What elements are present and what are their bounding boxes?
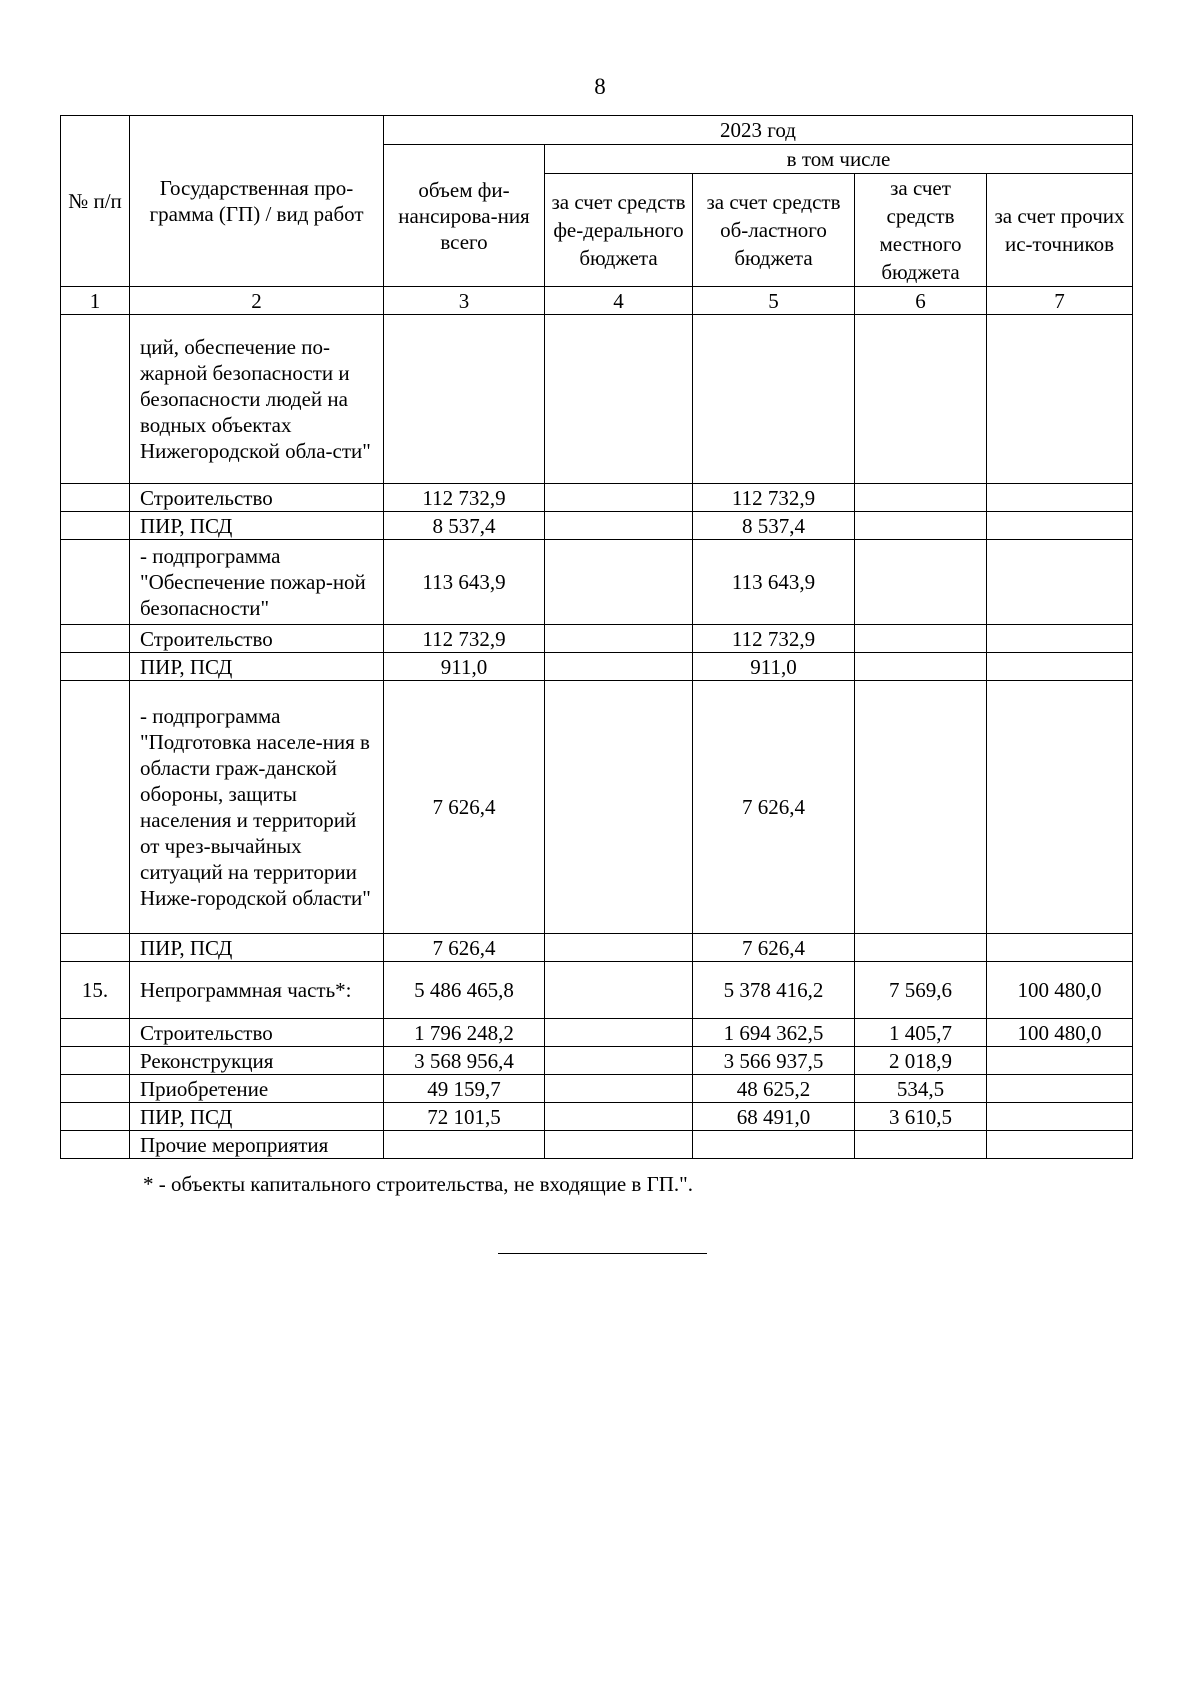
- table-row: [61, 1103, 1133, 1131]
- cell-regional: 68 491,0: [693, 1103, 855, 1131]
- cell-other: [987, 484, 1133, 512]
- cell-federal: [545, 1131, 693, 1159]
- table-row: [61, 681, 1133, 934]
- cell-local: [855, 934, 987, 962]
- row-name: ПИР, ПСД: [130, 1103, 384, 1131]
- row-name: ций, обеспечение по-жарной безопасности и безопасности людей на водных объектах Нижегородской обла-сти": [130, 315, 384, 484]
- column-number: 7: [987, 287, 1133, 315]
- cell-regional: 113 643,9: [693, 540, 855, 625]
- table-row: [61, 934, 1133, 962]
- cell-regional: [693, 315, 855, 484]
- cell-regional: 7 626,4: [693, 681, 855, 934]
- cell-total: 113 643,9: [384, 540, 545, 625]
- page-number: 8: [594, 74, 606, 99]
- cell-federal: [545, 681, 693, 934]
- header-including: в том числе: [545, 145, 1133, 174]
- row-number: [61, 1047, 130, 1075]
- cell-total: 112 732,9: [384, 625, 545, 653]
- cell-local: [855, 540, 987, 625]
- table-row: [61, 512, 1133, 540]
- header-year: 2023 год: [384, 116, 1133, 145]
- row-number: [61, 1019, 130, 1047]
- cell-federal: [545, 540, 693, 625]
- column-numbers-row: [61, 287, 1133, 315]
- cell-regional: 5 378 416,2: [693, 962, 855, 1019]
- table-row: [61, 962, 1133, 1019]
- row-number: [61, 1131, 130, 1159]
- cell-other: 100 480,0: [987, 962, 1133, 1019]
- row-name: ПИР, ПСД: [130, 512, 384, 540]
- header-row-number: № п/п: [61, 116, 130, 287]
- cell-federal: [545, 625, 693, 653]
- cell-federal: [545, 1047, 693, 1075]
- cell-federal: [545, 512, 693, 540]
- row-name: Непрограммная часть*:: [130, 962, 384, 1019]
- cell-federal: [545, 934, 693, 962]
- cell-federal: [545, 653, 693, 681]
- cell-total: 7 626,4: [384, 934, 545, 962]
- row-number: 15.: [61, 962, 130, 1019]
- cell-local: [855, 512, 987, 540]
- cell-other: [987, 1047, 1133, 1075]
- cell-other: [987, 681, 1133, 934]
- row-name: Прочие мероприятия: [130, 1131, 384, 1159]
- cell-other: [987, 934, 1133, 962]
- cell-regional: 8 537,4: [693, 512, 855, 540]
- header-local-budget: за счет средств местного бюджета: [855, 174, 987, 287]
- cell-federal: [545, 1103, 693, 1131]
- table-row: [61, 1047, 1133, 1075]
- cell-regional: 7 626,4: [693, 934, 855, 962]
- row-number: [61, 625, 130, 653]
- cell-federal: [545, 1019, 693, 1047]
- cell-total: 72 101,5: [384, 1103, 545, 1131]
- table-row: [61, 484, 1133, 512]
- cell-federal: [545, 315, 693, 484]
- cell-federal: [545, 962, 693, 1019]
- cell-regional: 48 625,2: [693, 1075, 855, 1103]
- column-number: 2: [130, 287, 384, 315]
- cell-local: [855, 315, 987, 484]
- column-number: 4: [545, 287, 693, 315]
- cell-regional: 1 694 362,5: [693, 1019, 855, 1047]
- header-program-name: Государственная про-грамма (ГП) / вид работ: [130, 116, 384, 287]
- row-name: - подпрограмма "Обеспечение пожар-ной безопасности": [130, 540, 384, 625]
- cell-local: 3 610,5: [855, 1103, 987, 1131]
- column-number: 3: [384, 287, 545, 315]
- financing-table: [60, 115, 1133, 1159]
- row-name: Строительство: [130, 1019, 384, 1047]
- cell-total: [384, 315, 545, 484]
- end-divider: [498, 1253, 707, 1254]
- cell-other: [987, 1131, 1133, 1159]
- row-name: Приобретение: [130, 1075, 384, 1103]
- row-number: [61, 681, 130, 934]
- row-number: [61, 653, 130, 681]
- cell-total: 112 732,9: [384, 484, 545, 512]
- row-name: ПИР, ПСД: [130, 653, 384, 681]
- cell-local: [855, 653, 987, 681]
- column-number: 1: [61, 287, 130, 315]
- header-other-sources: за счет прочих ис-точников: [987, 174, 1133, 287]
- cell-total: 49 159,7: [384, 1075, 545, 1103]
- row-name: Реконструкция: [130, 1047, 384, 1075]
- table-row: [61, 315, 1133, 484]
- column-number: 5: [693, 287, 855, 315]
- column-number: 6: [855, 287, 987, 315]
- cell-local: 2 018,9: [855, 1047, 987, 1075]
- row-number: [61, 315, 130, 484]
- table-row: [61, 625, 1133, 653]
- cell-other: [987, 625, 1133, 653]
- cell-total: 3 568 956,4: [384, 1047, 545, 1075]
- row-number: [61, 1075, 130, 1103]
- row-name: Строительство: [130, 625, 384, 653]
- cell-regional: 911,0: [693, 653, 855, 681]
- table-row: [61, 1019, 1133, 1047]
- row-number: [61, 484, 130, 512]
- table-row: [61, 653, 1133, 681]
- cell-local: 534,5: [855, 1075, 987, 1103]
- cell-local: [855, 1131, 987, 1159]
- cell-other: [987, 512, 1133, 540]
- cell-regional: 112 732,9: [693, 484, 855, 512]
- cell-local: 7 569,6: [855, 962, 987, 1019]
- row-name: - подпрограмма "Подготовка населе-ния в области граж-данской обороны, защиты населения и территорий от чрез-вычайных ситуаций на территории Ниже-городской области": [130, 681, 384, 934]
- cell-local: [855, 625, 987, 653]
- cell-other: [987, 1075, 1133, 1103]
- table-row: [61, 540, 1133, 625]
- table-body: [61, 315, 1133, 1159]
- row-name: ПИР, ПСД: [130, 934, 384, 962]
- cell-other: [987, 1103, 1133, 1131]
- cell-federal: [545, 1075, 693, 1103]
- row-number: [61, 512, 130, 540]
- cell-regional: [693, 1131, 855, 1159]
- cell-other: [987, 315, 1133, 484]
- cell-regional: 112 732,9: [693, 625, 855, 653]
- row-number: [61, 540, 130, 625]
- table-row: [61, 1075, 1133, 1103]
- cell-total: 911,0: [384, 653, 545, 681]
- cell-federal: [545, 484, 693, 512]
- cell-total: 5 486 465,8: [384, 962, 545, 1019]
- cell-total: 1 796 248,2: [384, 1019, 545, 1047]
- cell-other: [987, 540, 1133, 625]
- cell-local: 1 405,7: [855, 1019, 987, 1047]
- cell-total: 7 626,4: [384, 681, 545, 934]
- cell-total: 8 537,4: [384, 512, 545, 540]
- cell-other: [987, 653, 1133, 681]
- row-name: Строительство: [130, 484, 384, 512]
- row-number: [61, 934, 130, 962]
- header-regional-budget: за счет средств об-ластного бюджета: [693, 174, 855, 287]
- table-row: [61, 1131, 1133, 1159]
- cell-regional: 3 566 937,5: [693, 1047, 855, 1075]
- footnote: * - объекты капитального строительства, не входящие в ГП.".: [143, 1172, 693, 1196]
- header-total-financing: объем фи-нансирова-ния всего: [384, 145, 545, 287]
- cell-local: [855, 484, 987, 512]
- cell-total: [384, 1131, 545, 1159]
- cell-other: 100 480,0: [987, 1019, 1133, 1047]
- row-number: [61, 1103, 130, 1131]
- header-federal-budget: за счет средств фе-дерального бюджета: [545, 174, 693, 287]
- cell-local: [855, 681, 987, 934]
